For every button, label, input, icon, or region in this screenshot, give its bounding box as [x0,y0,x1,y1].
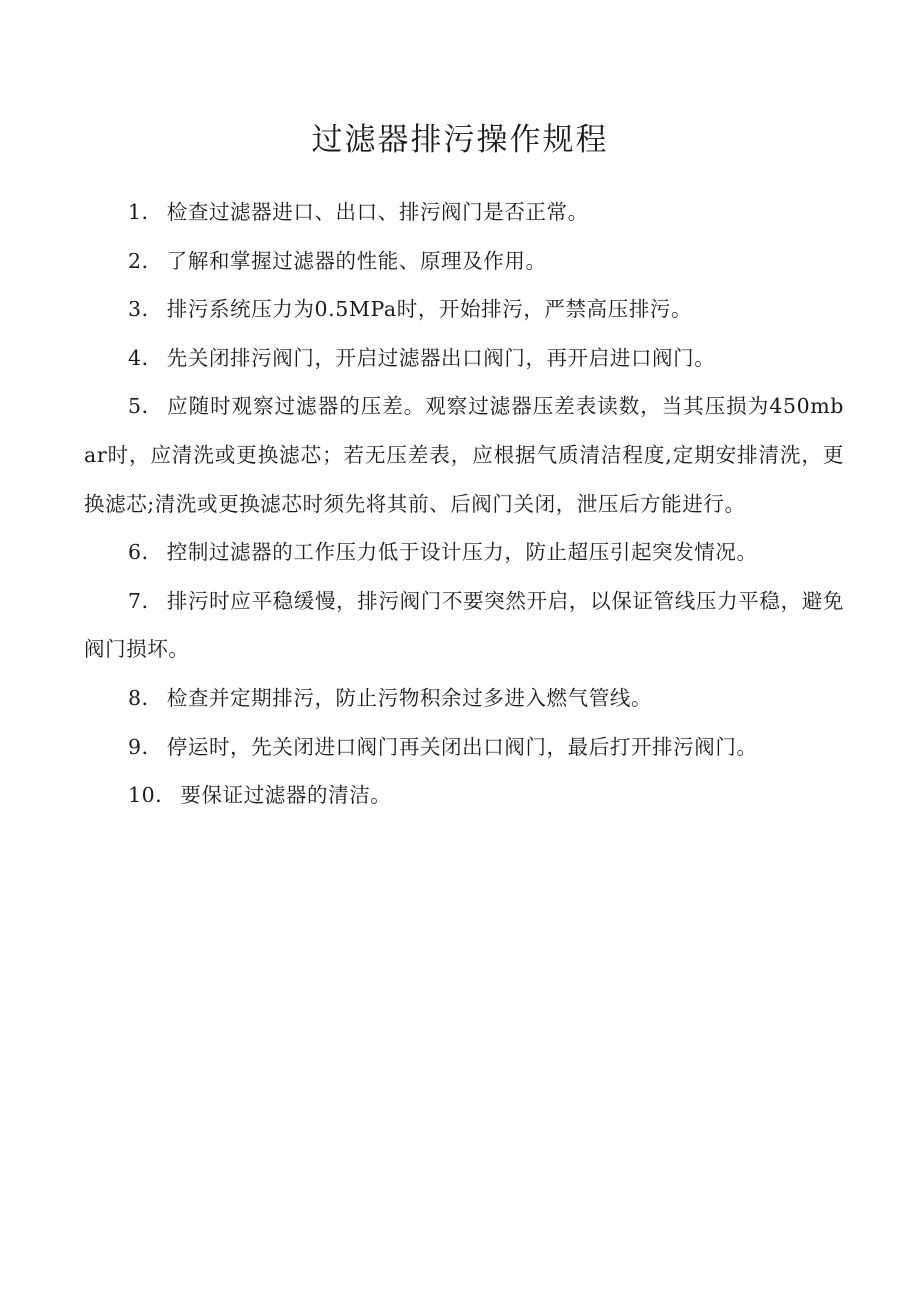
list-item-1 [84,188,844,237]
item-number: 3． [128,297,163,322]
item-text: 要保证过滤器的清洁。 [180,783,392,808]
item-number: 1． [128,200,163,224]
list-item-8 [84,674,844,723]
item-text: 停运时，先关闭进口阀门再关闭出口阀门，最后打开排污阀门。 [166,734,758,759]
list-item-9 [84,723,844,772]
item-number: 6． [128,540,163,565]
list-item-5 [84,382,844,528]
item-number: 10． [128,783,177,808]
item-text: 控制过滤器的工作压力低于设计压力，防止超压引起突发情况。 [166,540,758,565]
list-item-4 [84,334,844,383]
item-number: 7． [128,588,163,613]
list-item-3 [84,285,844,334]
item-number: 5． [128,394,163,419]
item-text: 应随时观察过滤器的压差。观察过滤器压差表读数，当其压损为450mbar时，应清洗或更换滤芯；若无压差表，应根据气质清洁程度,定期安排清洗，更换滤芯;清洗或更换滤芯时须先将其前、后阀门关闭，泄压后方能进行。 [84,394,844,516]
item-text: 了解和掌握过滤器的性能、原理及作用。 [166,248,547,273]
item-number: 4． [128,345,163,370]
item-text: 检查并定期排污，防止污物积余过多进入燃气管线。 [166,685,653,710]
list-item-6 [84,528,844,577]
procedure-list [84,188,844,820]
item-text: 排污系统压力为0.5MPa时，开始排污，严禁高压排污。 [166,297,693,322]
item-text: 排污时应平稳缓慢，排污阀门不要突然开启，以保证管线压力平稳，避免阀门损坏。 [84,588,844,662]
item-number: 9． [128,734,163,759]
item-text: 先关闭排污阀门，开启过滤器出口阀门，再开启进口阀门。 [166,345,716,370]
item-text: 检查过滤器进口、出口、排污阀门是否正常。 [166,200,589,224]
list-item-2 [84,237,844,286]
list-item-7 [84,577,844,674]
item-number: 8． [128,685,163,710]
list-item-10 [84,771,844,820]
page-title: 过滤器排污操作规程 [311,122,609,158]
item-number: 2． [128,248,163,273]
